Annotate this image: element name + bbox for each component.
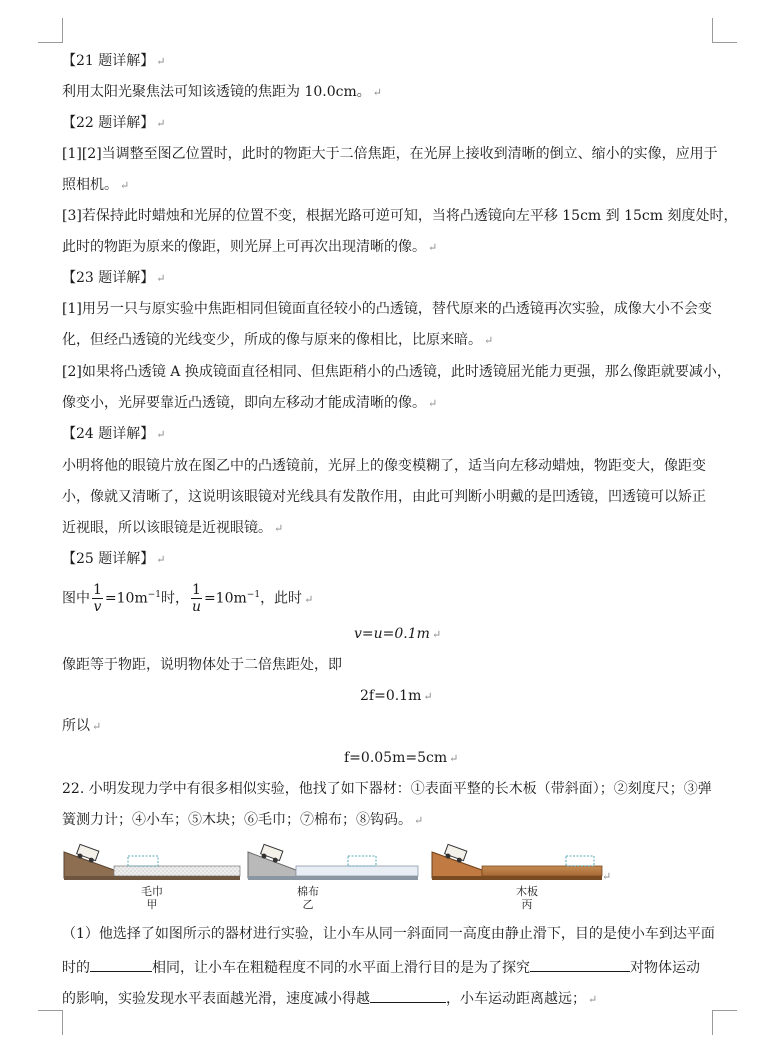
formula-line: 图中 $\frac{1}{v}$ $=10m^{-1}$时， $\frac{1}{u}$ $=10m^{-1}$，此时 ↵ bbox=[62, 582, 314, 616]
paragraph: [3]若保持此时蜡烛和光屏的位置不变，根据光路可逆可知，当将凸透镜向左平移 15cm 到 15cm 刻度处时， bbox=[62, 208, 738, 224]
figure-caption-towel: 毛巾 甲 bbox=[141, 885, 163, 911]
fraction-1-over-v: $\frac{1}{v}$ bbox=[93, 582, 102, 616]
paragraph: [1][2]当调整至图乙位置时，此时的物距大于二倍焦距，在光屏上接收到清晰的倒立、缩小的实像，应用于 bbox=[62, 146, 718, 162]
answer-blank-1[interactable] bbox=[90, 956, 152, 972]
question-22-part-1: （1）他选择了如图所示的器材进行实验，让小车从同一斜面同一高度由静止滑下，目的是使小车到达平面 bbox=[62, 926, 715, 942]
paragraph: 照相机。 ↵ bbox=[62, 177, 130, 193]
figure-caption-cloth: 棉布 乙 bbox=[297, 885, 319, 911]
paragraph: 此时的物距为原来的像距，则光屏上可再次出现清晰的像。 ↵ bbox=[62, 239, 438, 255]
paragraph: 像距等于物距，说明物体处于二倍焦距处，即 bbox=[62, 657, 342, 673]
answer-blank-2[interactable] bbox=[530, 956, 630, 972]
paragraph: 小，像就又清晰了，这说明该眼镜对光线具有发散作用，由此可判断小明戴的是凹透镜，凹透镜可以矫正 bbox=[62, 489, 706, 505]
answer-blank-3[interactable] bbox=[370, 987, 446, 1003]
question-22-part-1: 时的 相同，让小车在粗糙程度不同的水平面上滑行目的是为了探究 对物体运动 bbox=[62, 956, 700, 978]
panel-wood bbox=[432, 844, 602, 880]
paragraph: 利用太阳光聚焦法可知该透镜的焦距为 10.0cm。 ↵ bbox=[62, 84, 382, 100]
heading-q25: 【25 题详解】 ↵ bbox=[62, 551, 166, 567]
crop-mark-top-right bbox=[712, 18, 737, 43]
crop-mark-top-left bbox=[38, 18, 63, 43]
panel-cloth bbox=[248, 844, 418, 880]
heading-q21: 【21 题详解】 ↵ bbox=[62, 53, 166, 69]
paragraph-mark: ↵ bbox=[602, 870, 612, 883]
equation: v=u=0.1m ↵ bbox=[354, 626, 442, 642]
heading-q24: 【24 题详解】 ↵ bbox=[62, 426, 166, 442]
paragraph: 小明将他的眼镜片放在图乙中的凸透镜前，光屏上的像变模糊了，适当向左移动蜡烛，物距变大，像距变 bbox=[62, 458, 706, 474]
equation: 2f=0.1m ↵ bbox=[360, 688, 433, 704]
question-22-part-1: 的影响，实验发现水平表面越光滑，速度减小得越 ，小车运动距离越远； ↵ bbox=[62, 987, 597, 1010]
heading-q22: 【22 题详解】 ↵ bbox=[62, 115, 166, 131]
paragraph: 像变小，光屏要靠近凸透镜，即向左移动才能成清晰的像。 ↵ bbox=[62, 395, 438, 411]
paragraph: [1]用另一只与原实验中焦距相同但镜面直径较小的凸透镜，替代原来的凸透镜再次实验，成像大小不会变 bbox=[62, 301, 712, 317]
paragraph: 所以 ↵ bbox=[62, 718, 102, 734]
panel-towel bbox=[64, 844, 240, 880]
crop-mark-bottom-left bbox=[38, 1010, 63, 1035]
heading-q23: 【23 题详解】 ↵ bbox=[62, 270, 166, 286]
paragraph: 近视眼，所以该眼镜是近视眼镜。 ↵ bbox=[62, 520, 284, 536]
experiment-figure bbox=[62, 838, 622, 888]
crop-mark-bottom-right bbox=[712, 1010, 737, 1035]
question-22-stem: 22. 小明发现力学中有很多相似实验，他找了如下器材：①表面平整的长木板（带斜面）；②刻度尺；③弹 bbox=[62, 781, 712, 797]
paragraph: [2]如果将凸透镜 A 换成镜面直径相同、但焦距稍小的凸透镜，此时透镜屈光能力更强，那么像距就要减小， bbox=[62, 364, 731, 380]
question-22-stem: 簧测力计；④小车；⑤木块；⑥毛巾；⑦棉布；⑧钩码。 ↵ bbox=[62, 812, 424, 828]
paragraph: 化，但经凸透镜的光线变少，所成的像与原来的像相比，比原来暗。 ↵ bbox=[62, 332, 494, 348]
equation: f=0.05m=5cm ↵ bbox=[344, 750, 459, 766]
fraction-1-over-u: $\frac{1}{u}$ bbox=[191, 582, 201, 616]
figure-caption-wood: 木板 丙 bbox=[516, 885, 538, 911]
